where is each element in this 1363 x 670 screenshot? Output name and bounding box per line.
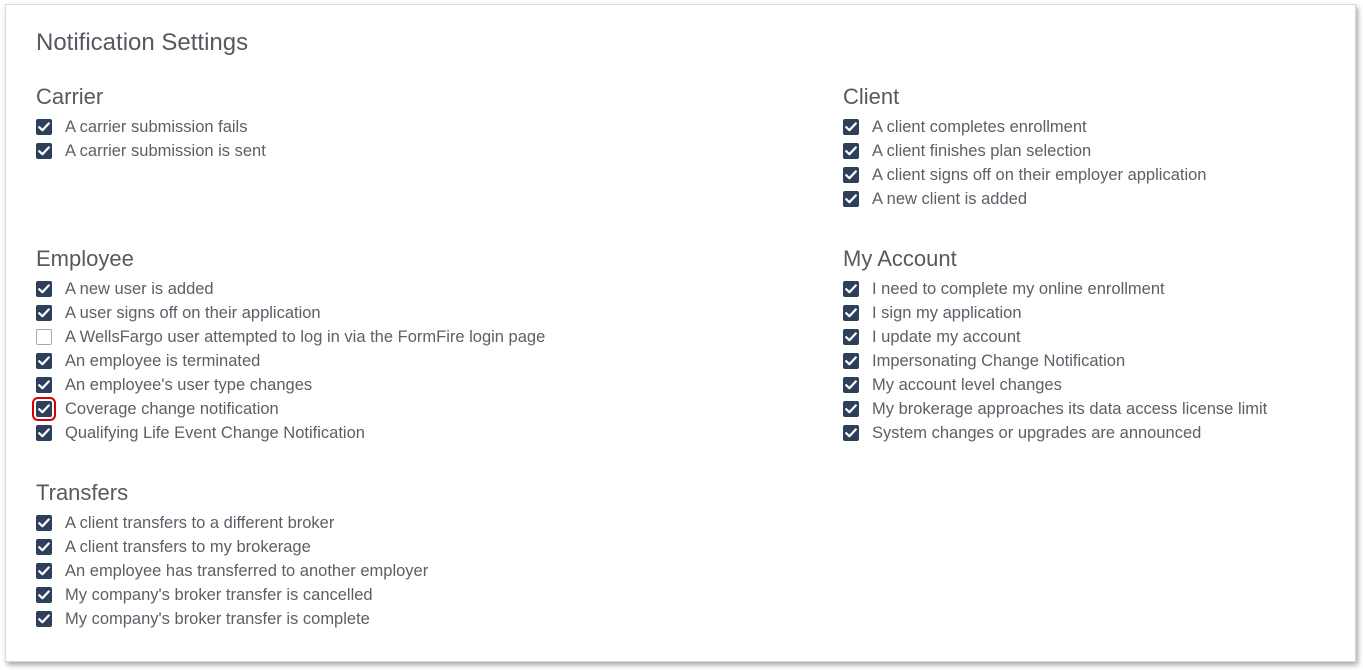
my-account-options xyxy=(843,277,1267,445)
client-option-label[interactable]: A new client is added xyxy=(872,189,1028,208)
checkmark-icon xyxy=(845,428,857,438)
checkbox-checked[interactable] xyxy=(36,353,52,369)
checkmark-icon xyxy=(38,380,50,390)
checkmark-icon xyxy=(845,308,857,318)
transfers-options xyxy=(36,511,428,631)
checkbox-checked[interactable] xyxy=(843,353,859,369)
checkmark-icon xyxy=(845,332,857,342)
employee-option[interactable] xyxy=(36,373,545,397)
checkbox-checked[interactable] xyxy=(843,167,859,183)
checkmark-icon xyxy=(38,284,50,294)
employee-option[interactable] xyxy=(36,397,545,421)
my-account-option[interactable] xyxy=(843,421,1267,445)
carrier-section xyxy=(36,83,266,163)
checkmark-icon xyxy=(845,404,857,414)
checkbox-checked[interactable] xyxy=(36,425,52,441)
transfers-option[interactable] xyxy=(36,607,428,631)
carrier-option[interactable] xyxy=(36,115,266,139)
checkbox-checked[interactable] xyxy=(843,425,859,441)
my-account-option-label[interactable]: Impersonating Change Notification xyxy=(872,351,1126,370)
checkbox-checked[interactable] xyxy=(36,281,52,297)
checkmark-icon xyxy=(38,518,50,528)
my-account-option[interactable] xyxy=(843,325,1267,349)
transfers-option[interactable] xyxy=(36,583,428,607)
my-account-option[interactable] xyxy=(843,373,1267,397)
client-option[interactable] xyxy=(843,115,1206,139)
checkmark-icon xyxy=(38,404,50,414)
checkmark-icon xyxy=(845,194,857,204)
checkbox-checked[interactable] xyxy=(843,281,859,297)
checkbox-checked[interactable] xyxy=(36,143,52,159)
transfers-option[interactable] xyxy=(36,559,428,583)
employee-option-label[interactable]: A new user is added xyxy=(65,279,214,298)
checkbox-checked[interactable] xyxy=(36,401,52,417)
checkmark-icon xyxy=(38,428,50,438)
client-option[interactable] xyxy=(843,187,1206,211)
checkbox-checked[interactable] xyxy=(843,305,859,321)
checkbox-checked[interactable] xyxy=(843,329,859,345)
carrier-option[interactable] xyxy=(36,139,266,163)
checkmark-icon xyxy=(845,146,857,156)
client-option-label[interactable]: A client signs off on their employer application xyxy=(872,165,1207,184)
carrier-option-label[interactable]: A carrier submission is sent xyxy=(65,141,266,160)
carrier-options xyxy=(36,115,266,163)
checkbox-checked[interactable] xyxy=(36,539,52,555)
checkmark-icon xyxy=(845,356,857,366)
my-account-option[interactable] xyxy=(843,277,1267,301)
checkmark-icon xyxy=(38,566,50,576)
page-title: Notification Settings xyxy=(36,29,249,56)
my-account-option[interactable] xyxy=(843,301,1267,325)
transfers-option-label[interactable]: A client transfers to a different broker xyxy=(65,513,335,532)
checkbox-checked[interactable] xyxy=(36,305,52,321)
checkmark-icon xyxy=(845,122,857,132)
checkbox-checked[interactable] xyxy=(36,377,52,393)
employee-option[interactable] xyxy=(36,421,545,445)
transfers-option[interactable] xyxy=(36,511,428,535)
checkbox-checked[interactable] xyxy=(843,191,859,207)
employee-option-label[interactable]: An employee's user type changes xyxy=(65,375,313,394)
checkmark-icon xyxy=(38,308,50,318)
checkmark-icon xyxy=(38,542,50,552)
employee-option-label[interactable]: Coverage change notification xyxy=(65,399,279,418)
employee-option-label[interactable]: Qualifying Life Event Change Notification xyxy=(65,423,365,442)
checkmark-icon xyxy=(38,122,50,132)
client-option[interactable] xyxy=(843,139,1206,163)
carrier-section-title: Carrier xyxy=(36,84,104,109)
my-account-option-label[interactable]: System changes or upgrades are announced xyxy=(872,423,1202,442)
employee-option-label[interactable]: A user signs off on their application xyxy=(65,303,321,322)
transfers-option[interactable] xyxy=(36,535,428,559)
checkbox-checked[interactable] xyxy=(843,143,859,159)
my-account-option[interactable] xyxy=(843,349,1267,373)
client-option[interactable] xyxy=(843,163,1206,187)
my-account-section-title: My Account xyxy=(843,246,957,271)
employee-option[interactable] xyxy=(36,325,545,349)
checkmark-icon xyxy=(845,380,857,390)
my-account-option-label[interactable]: My brokerage approaches its data access license limit xyxy=(872,399,1268,418)
employee-section xyxy=(36,245,545,445)
checkbox-checked[interactable] xyxy=(36,587,52,603)
checkmark-icon xyxy=(845,170,857,180)
transfers-section xyxy=(36,479,428,631)
checkmark-icon xyxy=(38,356,50,366)
client-option-label[interactable]: A client completes enrollment xyxy=(872,117,1087,136)
employee-option[interactable] xyxy=(36,277,545,301)
checkmark-icon xyxy=(38,614,50,624)
transfers-section-title: Transfers xyxy=(36,480,129,505)
checkbox-checked[interactable] xyxy=(843,401,859,417)
my-account-option[interactable] xyxy=(843,397,1267,421)
checkbox-unchecked[interactable] xyxy=(36,329,52,345)
my-account-option-label[interactable]: I update my account xyxy=(872,327,1021,346)
client-section-title: Client xyxy=(843,84,900,109)
checkbox-checked[interactable] xyxy=(36,611,52,627)
checkbox-checked[interactable] xyxy=(36,515,52,531)
employee-options xyxy=(36,277,545,445)
my-account-section xyxy=(843,245,1267,445)
client-section xyxy=(843,83,1206,211)
my-account-option-label[interactable]: My account level changes xyxy=(872,375,1062,394)
checkbox-checked[interactable] xyxy=(36,563,52,579)
transfers-option-label[interactable]: My company's broker transfer is complete xyxy=(65,609,370,628)
my-account-option-label[interactable]: I sign my application xyxy=(872,303,1022,322)
employee-option-label[interactable]: A WellsFargo user attempted to log in via the FormFire login page xyxy=(65,327,546,346)
employee-section-title: Employee xyxy=(36,246,134,271)
notification-settings-panel xyxy=(5,4,1356,662)
employee-option[interactable] xyxy=(36,349,545,373)
checkbox-checked[interactable] xyxy=(843,119,859,135)
checkmark-icon xyxy=(38,590,50,600)
checkbox-checked[interactable] xyxy=(843,377,859,393)
transfers-option-label[interactable]: An employee has transferred to another employer xyxy=(65,561,429,580)
my-account-option-label[interactable]: I need to complete my online enrollment xyxy=(872,279,1165,298)
transfers-option-label[interactable]: A client transfers to my brokerage xyxy=(65,537,311,556)
employee-option-label[interactable]: An employee is terminated xyxy=(65,351,261,370)
employee-option[interactable] xyxy=(36,301,545,325)
checkmark-icon xyxy=(845,284,857,294)
client-options xyxy=(843,115,1206,211)
client-option-label[interactable]: A client finishes plan selection xyxy=(872,141,1092,160)
checkbox-checked[interactable] xyxy=(36,119,52,135)
transfers-option-label[interactable]: My company's broker transfer is cancelled xyxy=(65,585,373,604)
checkmark-icon xyxy=(38,146,50,156)
carrier-option-label[interactable]: A carrier submission fails xyxy=(65,117,248,136)
